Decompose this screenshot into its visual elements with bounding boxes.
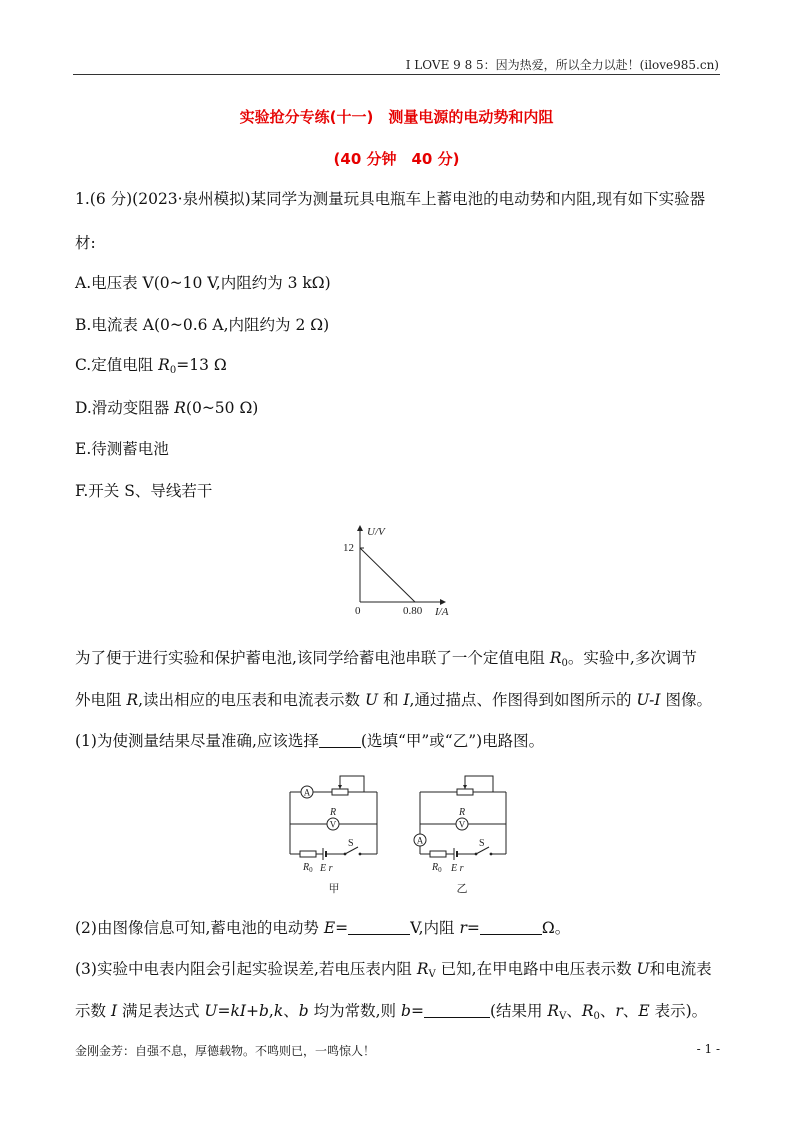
q1-intro-line2: 材: [75, 234, 96, 252]
answer-blank-r[interactable] [480, 919, 542, 935]
x-tick-label: 0.80 [403, 605, 423, 617]
y-tick-label: 12 [343, 542, 354, 554]
option-a: A.电压表 V(0~10 V,内阻约为 3 kΩ) [75, 274, 331, 292]
battery-label: E r [320, 863, 333, 874]
answer-blank-b[interactable] [424, 1002, 490, 1018]
desc-line1: 为了便于进行实验和保护蓄电池,该同学给蓄电池串联了一个定值电阻 $R_0$。实验中,多次调节 [75, 649, 697, 669]
circuit-yi-caption: 乙 [456, 883, 468, 895]
ammeter-label: A [416, 835, 424, 846]
part2: (2)由图像信息可知,蓄电池的电动势 E= V,内阻 r= Ω。 [75, 919, 571, 937]
option-c: C.定值电阻 $R_0=13$ Ω [75, 356, 227, 376]
answer-blank-1[interactable] [319, 732, 361, 748]
y-axis-label: U/V [367, 526, 385, 538]
resistor-label: $R_0$ [303, 862, 313, 874]
battery-label: E r [451, 863, 464, 874]
option-b: B.电流表 A(0~0.6 A,内阻约为 2 Ω) [75, 316, 330, 334]
rheostat-label: R [329, 807, 337, 818]
page-title: 实验抢分专练(十一) 测量电源的电动势和内阻 [239, 108, 554, 126]
header-rule [73, 74, 720, 75]
option-e: E.待测蓄电池 [75, 440, 169, 458]
voltmeter-label: V [329, 819, 337, 830]
footer-motto: 金刚金芳：自强不息，厚德载物。不鸣则已，一鸣惊人！ [75, 1044, 376, 1058]
ui-line [360, 548, 415, 602]
part3-line2: 示数 I 满足表达式 U=kI+b,k、b 均为常数,则 b= (结果用 $R_V$、$R_0$、r、E 表示)。 [75, 1002, 708, 1022]
switch-label: S [479, 838, 485, 849]
switch-label: S [348, 838, 354, 849]
answer-blank-emf[interactable] [348, 919, 410, 935]
part3-line1: (3)实验中电表内阻会引起实验误差,若电压表内阻 $R_V$ 已知,在甲电路中电压表示数 U和电流表 [75, 960, 712, 980]
rheostat-label: R [458, 807, 466, 818]
voltmeter-label: V [458, 819, 466, 830]
q1-intro-line1: 1.(6 分)(2023·泉州模拟)某同学为测量玩具电瓶车上蓄电池的电动势和内阻,现有如下实验器 [75, 190, 706, 208]
resistor-label: $R_0$ [432, 862, 442, 874]
ammeter-label: A [303, 787, 311, 798]
origin-label: 0 [355, 605, 361, 617]
option-f: F.开关 S、导线若干 [75, 482, 213, 500]
page-subtitle: (40 分钟 40 分) [333, 150, 460, 168]
part1: (1)为使测量结果尽量准确,应该选择 (选填“甲”或“乙”)电路图。 [75, 732, 545, 750]
page-header: I LOVE 9 8 5：因为热爱，所以全力以赴！(ilove985.cn) [405, 58, 719, 72]
option-d: D.滑动变阻器 R(0~50 Ω) [75, 399, 259, 417]
ui-graph [335, 520, 465, 620]
page-number: - 1 - [696, 1042, 720, 1056]
circuit-yi [410, 766, 516, 898]
desc-line2: 外电阻 R,读出相应的电压表和电流表示数 U 和 I,通过描点、作图得到如图所示的 U-I 图像。 [75, 691, 712, 709]
circuit-jia [282, 766, 388, 898]
circuit-jia-caption: 甲 [328, 883, 340, 895]
x-axis-label: I/A [435, 606, 449, 618]
